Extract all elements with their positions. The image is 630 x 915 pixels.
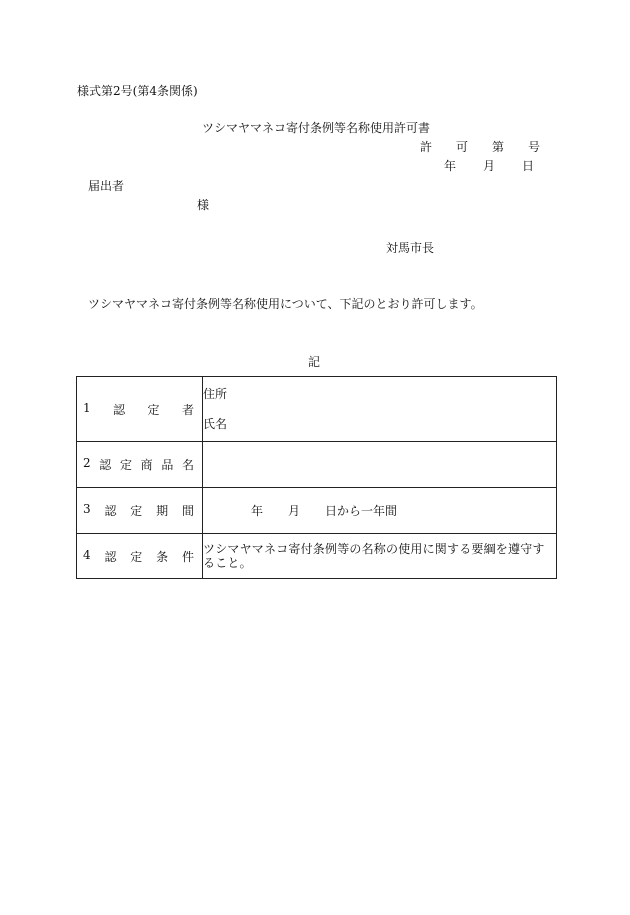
- note-heading: 記: [308, 355, 321, 369]
- certification-table: [76, 376, 557, 579]
- issuer-name: 対馬市長: [386, 241, 435, 255]
- date-day: 日: [521, 159, 534, 173]
- issue-date-label: [444, 160, 534, 172]
- date-month: 月: [482, 159, 495, 173]
- permit-char: 可: [455, 140, 468, 154]
- table-row: [77, 442, 557, 488]
- honorific: 様: [197, 198, 210, 212]
- table-row: [77, 534, 557, 579]
- permit-char: 許: [420, 140, 433, 154]
- period-day: 日から一年間: [325, 504, 398, 518]
- period-cell: [203, 488, 557, 534]
- row-label-cell: 4 認 定 条 件: [77, 534, 203, 579]
- period-month: 月: [288, 504, 301, 518]
- applicant-label: 届出者: [88, 179, 125, 193]
- table-row: [77, 488, 557, 534]
- date-year: 年: [444, 159, 457, 173]
- row-label-cell: 1 認 定 者: [77, 377, 203, 442]
- table-row: [77, 377, 557, 442]
- document-title: ツシマヤマネコ寄付条例等名称使用許可書: [202, 121, 431, 135]
- form-number: 様式第2号(第4条関係): [77, 84, 198, 98]
- name-label: 氏名: [203, 417, 228, 431]
- permit-char: 第: [491, 140, 504, 154]
- conditions-cell: ツシマヤマネコ寄付条例等の名称の使用に関する要綱を遵守すること。: [203, 534, 557, 579]
- row-label-cell: 3 認 定 期 間: [77, 488, 203, 534]
- permit-number-label: [420, 141, 540, 153]
- body-text: ツシマヤマネコ寄付条例等名称使用について、下記のとおり許可します。: [88, 297, 483, 311]
- applicant-info-cell: [203, 377, 557, 442]
- address-label: 住所: [203, 387, 228, 401]
- period-year: 年: [251, 504, 264, 518]
- row-label-cell: 2 認 定 商 品 名: [77, 442, 203, 488]
- permit-char: 号: [527, 140, 540, 154]
- product-name-cell: [203, 442, 557, 488]
